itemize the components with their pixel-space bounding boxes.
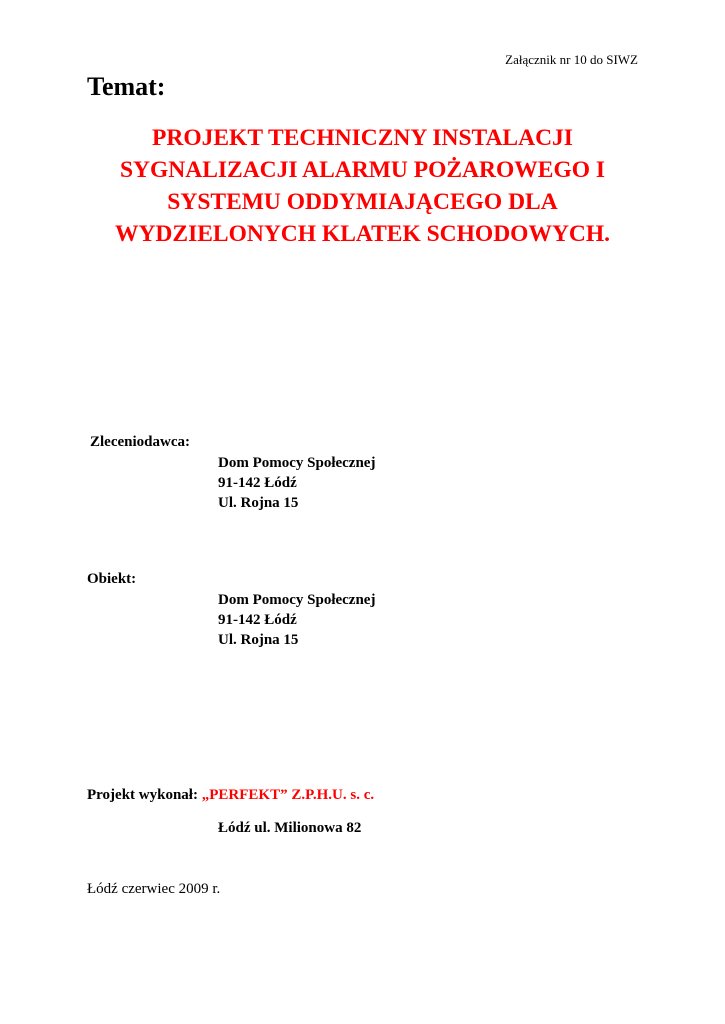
title-line: WYDZIELONYCH KLATEK SCHODOWYCH. — [114, 221, 611, 247]
title-line: PROJEKT TECHNICZNY INSTALACJI — [152, 125, 573, 151]
place-date: Łódź czerwiec 2009 r. — [87, 881, 221, 897]
object-address-line: Ul. Rojna 15 — [218, 632, 299, 648]
object-label: Obiekt: — [87, 571, 137, 587]
client-address — [218, 453, 375, 513]
object-address-line: 91-142 Łódź — [218, 612, 297, 628]
title-line: SYSTEMU ODDYMIAJĄCEGO DLA — [167, 189, 558, 215]
contractor-firm: „PERFEKT” Z.P.H.U. s. c. — [201, 787, 375, 803]
contractor-line — [87, 787, 374, 804]
object-address-line: Dom Pomocy Społecznej — [218, 592, 376, 608]
object-address — [218, 590, 375, 650]
client-label: Zleceniodawca: — [90, 434, 190, 450]
contractor-address: Łódź ul. Milionowa 82 — [218, 820, 362, 836]
title-line: SYGNALIZACJI ALARMU POŻAROWEGO I — [119, 157, 606, 183]
client-address-line: Ul. Rojna 15 — [218, 495, 299, 511]
client-address-line: Dom Pomocy Społecznej — [218, 455, 376, 471]
subject-label: Temat: — [87, 72, 166, 101]
client-address-line: 91-142 Łódź — [218, 475, 297, 491]
document-title — [60, 122, 665, 250]
attachment-note: Załącznik nr 10 do SIWZ — [505, 52, 638, 67]
contractor-label: Projekt wykonał: — [87, 787, 198, 803]
